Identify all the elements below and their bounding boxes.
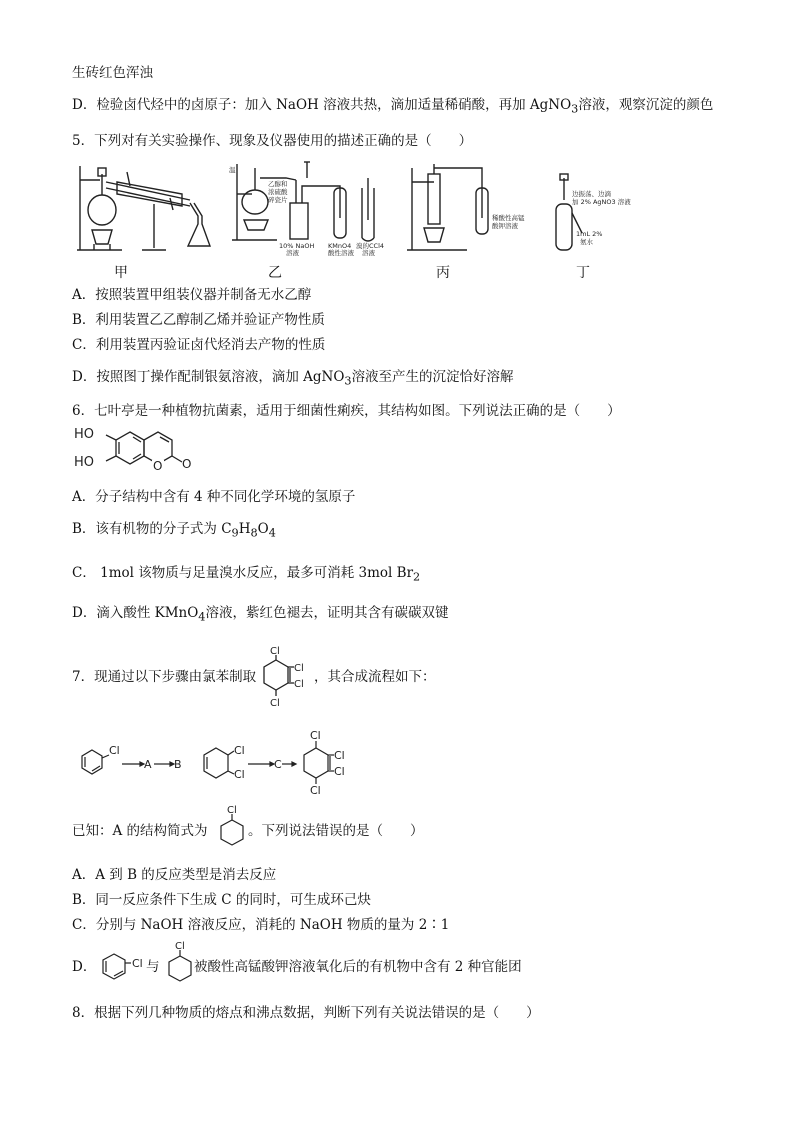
q6-b-h: H — [238, 521, 251, 537]
yi-text-6: KMnO4 — [328, 242, 352, 250]
q4-tail-text: 生砖红色浑浊 — [72, 65, 153, 81]
q6-c-sub: 2 — [413, 570, 421, 584]
flow-cl-7: Cl — [310, 784, 321, 797]
q6-b-sub2: 8 — [250, 526, 258, 540]
q6-b-sub3: 4 — [268, 526, 276, 540]
q7-d-post: 被酸性高锰酸钾溶液氧化后的有机物中含有 2 种官能团 — [194, 959, 522, 975]
q5-apparatus-figure — [72, 158, 672, 260]
q7-stem-pre: 7．现通过以下步骤由氯苯制取 — [72, 669, 257, 685]
q6-stem: 6．七叶亭是一种植物抗菌素，适用于细菌性痢疾，其结构如图。下列说法正确的是（ ） — [72, 403, 621, 419]
q5-option-b: B．利用装置乙乙醇制乙烯并验证产物性质 — [72, 312, 325, 328]
yi-text-2: 浓硫酸 — [268, 188, 288, 196]
apparatus-bing — [407, 164, 488, 250]
q7-d-mid: 与 — [146, 959, 160, 975]
chlorobenzene-structure — [98, 946, 146, 986]
ding-text-3: 1mL 2% — [576, 230, 603, 238]
carbonyl-o-label: O — [182, 457, 192, 471]
flow-cl-2: Cl — [234, 744, 245, 757]
flow-b: B — [174, 758, 182, 771]
yi-text-10: 温 — [229, 166, 236, 174]
q5-option-c: C．利用装置丙验证卤代烃消去产物的性质 — [72, 337, 326, 353]
q6-d-pre: D．滴入酸性 KMnO — [72, 605, 199, 621]
fig-label-ding: 丁 — [576, 265, 590, 281]
q4-d-pre: D．检验卤代烃中的卤原子：加入 NaOH 溶液共热，滴加适量稀硝酸，再加 AgNO — [72, 97, 572, 113]
q6-c-pre: C． 1mol 该物质与足量溴水反应，最多可消耗 3mol Br — [72, 565, 414, 581]
fig-label-yi: 乙 — [268, 265, 282, 281]
q7-d-pre: D． — [72, 959, 97, 975]
cl-top: Cl — [270, 646, 280, 657]
q5-option-d — [72, 368, 514, 391]
oh-label-2: HO — [74, 455, 95, 470]
q7-synthesis-flow — [76, 726, 356, 802]
apparatus-ding — [556, 174, 582, 250]
flow-c: C — [274, 758, 282, 771]
esculetin-structure — [72, 424, 202, 482]
q5-d-pre: D．按照图丁操作配制银氨溶液，滴加 AgNO — [72, 369, 345, 385]
q5-d-post: 溶液至产生的沉淀恰好溶解 — [351, 369, 514, 385]
q5-option-a: A．按照装置甲组装仪器并制备无水乙醇 — [72, 287, 312, 303]
yi-text-4: 10% NaOH — [279, 242, 315, 250]
yi-text-7: 酸性溶液 — [328, 249, 354, 257]
q6-d-sub: 4 — [198, 610, 206, 624]
q6-b-pre: B．该有机物的分子式为 C — [72, 521, 232, 537]
q6-option-d — [72, 604, 448, 627]
tetrachlorocyclohexene-structure — [258, 644, 322, 710]
flow-cl-5: Cl — [334, 749, 345, 762]
q7-known-pre: 已知：A 的结构简式为 — [72, 823, 208, 839]
q4-d-post: 溶液，观察沉淀的颜色 — [578, 97, 714, 113]
flow-cl-3: Cl — [234, 768, 245, 781]
yi-text-8: 溴的CCl4 — [356, 242, 385, 250]
ding-text-1: 边振荡、边滴 — [572, 190, 611, 198]
yi-text-1: 乙醇和 — [268, 180, 288, 188]
q7-option-c: C．分别与 NaOH 溶液反应，消耗的 NaOH 物质的量为 2∶1 — [72, 917, 450, 933]
oh-label-1: HO — [74, 427, 95, 442]
q6-d-post: 溶液，紫红色褪去，证明其含有碳碳双键 — [205, 605, 449, 621]
q7-option-a: A．A 到 B 的反应类型是消去反应 — [72, 867, 277, 883]
flow-cl-1: Cl — [109, 744, 120, 757]
d-cl-1: Cl — [132, 957, 143, 970]
yi-text-5: 溶液 — [286, 249, 299, 257]
fig-label-bing: 丙 — [436, 265, 450, 281]
yi-text-9: 溶液 — [362, 249, 375, 257]
apparatus-jia — [77, 166, 210, 250]
q4-d-sub: 3 — [571, 102, 579, 116]
flow-cl-6: Cl — [334, 765, 345, 778]
d-cl-2: Cl — [175, 941, 185, 952]
cl-right-1: Cl — [294, 663, 304, 674]
q6-option-b — [72, 520, 276, 543]
flow-cl-4: Cl — [310, 729, 321, 742]
fig-label-jia: 甲 — [114, 265, 128, 281]
cl-right-2: Cl — [294, 679, 304, 690]
q4-option-d — [72, 96, 713, 119]
q6-b-sub1: 9 — [231, 526, 239, 540]
q6-b-o: O — [257, 521, 269, 537]
bing-text-1: 稀酸性高锰 — [492, 214, 525, 222]
a-cl-label: Cl — [227, 805, 237, 816]
q7-known-post: 。下列说法错误的是（ ） — [248, 823, 424, 839]
q5-stem: 5．下列对有关实验操作、现象及仪器使用的描述正确的是（ ） — [72, 133, 473, 149]
ding-text-4: 氨水 — [580, 238, 593, 246]
q7-stem-post: ，其合成流程如下： — [314, 669, 436, 685]
q6-option-a: A．分子结构中含有 4 种不同化学环境的氢原子 — [72, 489, 356, 505]
q8-stem: 8．根据下列几种物质的熔点和沸点数据，判断下列有关说法错误的是（ ） — [72, 1005, 540, 1021]
apparatus-yi — [232, 162, 374, 241]
ding-text-2: 加 2% AgNO3 溶液 — [572, 198, 631, 206]
yi-text-3: 碎瓷片 — [268, 196, 288, 204]
cl-bottom: Cl — [270, 698, 280, 709]
q5-d-sub: 3 — [344, 374, 352, 388]
bing-text-2: 酸钾溶液 — [492, 222, 518, 230]
flow-a: A — [144, 758, 152, 771]
q7-option-b: B．同一反应条件下生成 C 的同时，可生成环己炔 — [72, 892, 371, 908]
ring-o-label: O — [153, 459, 163, 473]
q6-option-c — [72, 564, 420, 587]
